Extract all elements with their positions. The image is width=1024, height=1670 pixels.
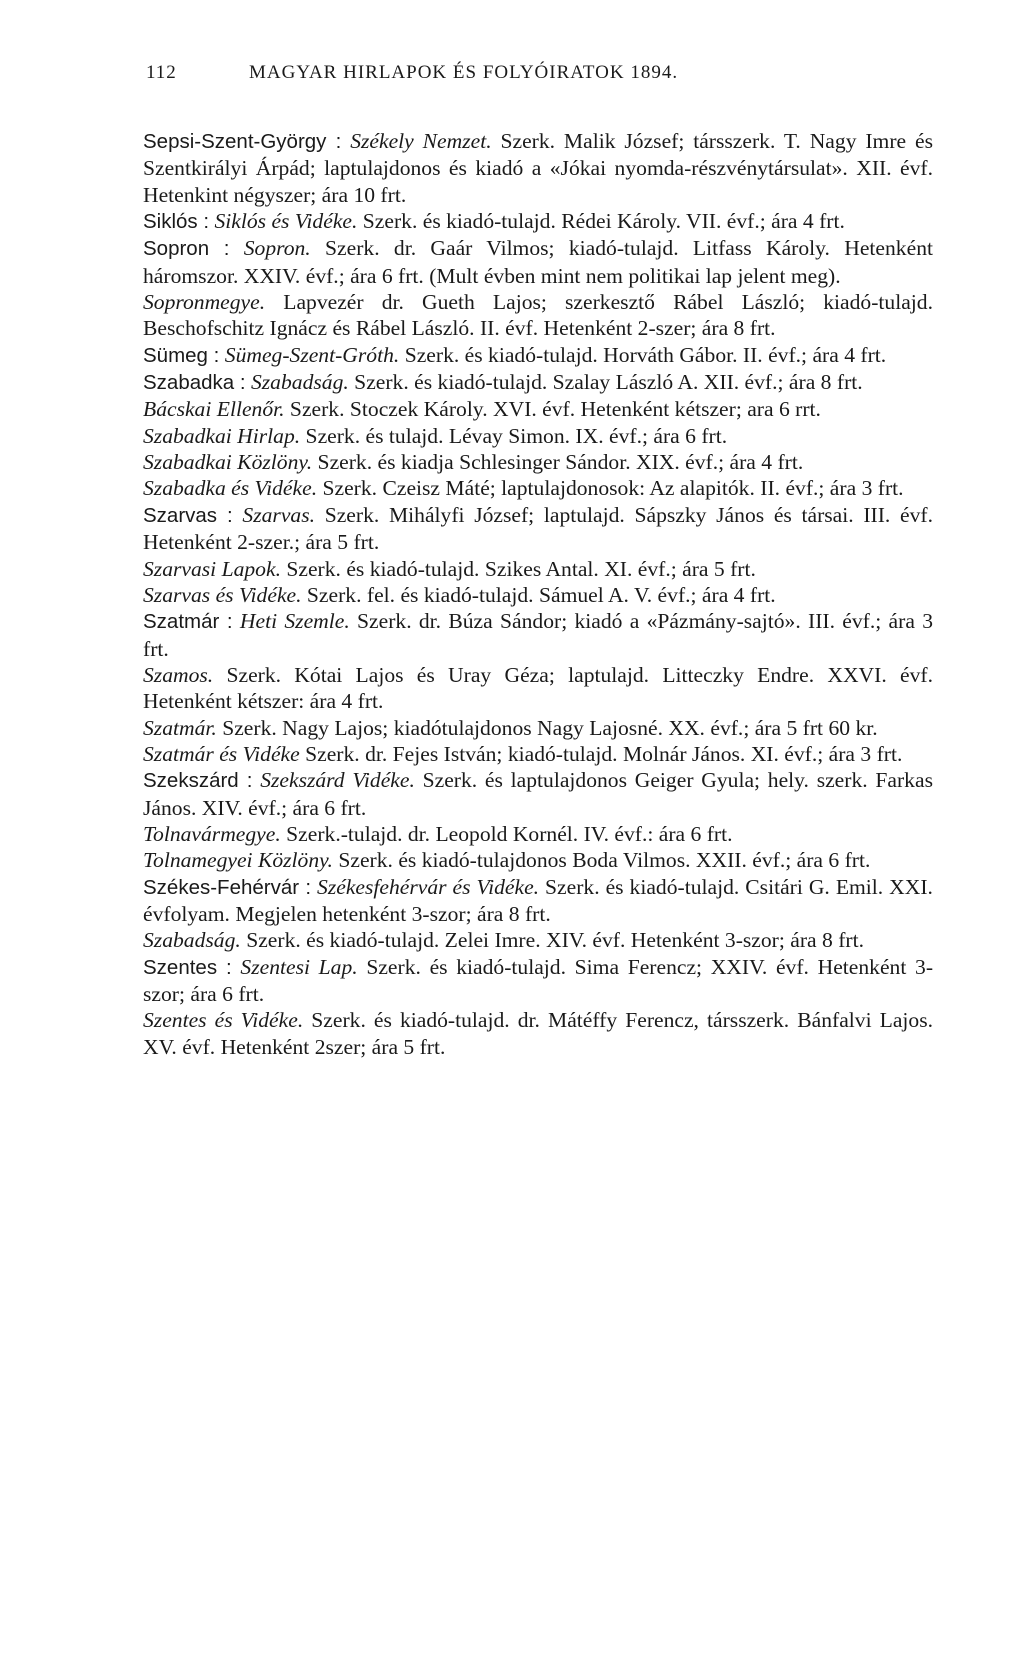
newspaper-title: Szekszárd Vidéke. bbox=[260, 768, 415, 793]
entry-details: Szerk. és kiadó-tulajd. dr. Mátéffy Ferencz, társszerk. Bánfalvi Lajos. XV. évf. Hetenként 2szer; ára 5 frt. bbox=[143, 1008, 934, 1059]
entry-details: Szerk. és kiadó-tulajd. Rédei Károly. VII. évf.; ára 4 frt. bbox=[357, 209, 845, 234]
running-header bbox=[146, 62, 786, 92]
newspaper-title: Bácskai Ellenőr. bbox=[143, 397, 285, 422]
place-name: Szabadka : bbox=[143, 371, 246, 395]
entry-details: Szerk. és tulajd. Lévay Simon. IX. évf.; ára 6 frt. bbox=[300, 423, 728, 448]
directory-entry bbox=[143, 289, 933, 342]
newspaper-title: Szabadkai Közlöny. bbox=[143, 450, 313, 475]
directory-entry bbox=[143, 342, 933, 369]
directory-entry bbox=[143, 608, 933, 662]
place-name: Sepsi-Szent-György : bbox=[143, 130, 342, 153]
newspaper-title: Siklós és Vidéke. bbox=[214, 209, 358, 234]
directory-entry bbox=[143, 662, 933, 715]
newspaper-title: Szatmár. bbox=[143, 715, 217, 740]
directory-entry bbox=[143, 582, 933, 608]
entry-details: Szerk. Mihályfi József; laptulajd. Sápszky János és társai. III. évf. Hetenként 2-szer.; ára 5 frt. bbox=[143, 502, 933, 555]
entry-details: Szerk. Kótai Lajos és Uray Géza; laptulajd. Litteczky Endre. XXVI. évf. Hetenként kétszer: ára 4 frt. bbox=[143, 662, 933, 714]
directory-entry bbox=[143, 369, 933, 396]
place-name: Szentes : bbox=[143, 955, 232, 979]
place-name: Siklós : bbox=[143, 210, 210, 234]
place-name: Sopron : bbox=[143, 237, 230, 261]
newspaper-title: Szentesi Lap. bbox=[240, 954, 358, 979]
entry-details: Lapvezér dr. Gueth Lajos; szerkesztő Rábel László; kiadó-tulajd. Beschofschitz Ignácz és Rábel László. II. évf. Hetenként 2-szer; ára 8 frt. bbox=[143, 290, 933, 341]
newspaper-title: Szarvasi Lapok. bbox=[143, 556, 281, 581]
newspaper-title: Szabadkai Hirlap. bbox=[143, 423, 301, 448]
running-title: MAGYAR HIRLAPOK ÉS FOLYÓIRATOK 1894. bbox=[249, 62, 679, 83]
entry-details: Szerk.-tulajd. dr. Leopold Kornél. IV. évf.: ára 6 frt. bbox=[280, 821, 733, 846]
directory-entry bbox=[143, 715, 933, 741]
page-number: 112 bbox=[146, 62, 177, 83]
newspaper-title: Szentes és Vidéke. bbox=[143, 1008, 304, 1033]
directory-entry bbox=[143, 208, 933, 235]
directory-body bbox=[143, 128, 933, 1060]
newspaper-title: Szarvas és Vidéke. bbox=[143, 582, 302, 607]
entry-details: Szerk. Nagy Lajos; kiadótulajdonos Nagy Lajosné. XX. évf.; ára 5 frt 60 kr. bbox=[216, 715, 878, 740]
newspaper-title: Tolnamegyei Közlöny. bbox=[143, 848, 333, 873]
newspaper-title: Székesfehérvár és Vidéke. bbox=[317, 874, 540, 899]
directory-entry bbox=[143, 396, 933, 422]
entry-details: Szerk. Stoczek Károly. XVI. évf. Hetenként kétszer; ara 6 rrt. bbox=[284, 397, 821, 422]
entry-details: Szerk. dr. Gaár Vilmos; kiadó-tulajd. Litfass Károly. Hetenként háromszor. XXIV. évf.; ára 6 frt. (Mult évben mint nem politikai lap jelent meg). bbox=[143, 236, 933, 288]
entry-details: Szerk. fel. és kiadó-tulajd. Sámuel A. V. évf.; ára 4 frt. bbox=[301, 582, 776, 607]
newspaper-title: Szarvas. bbox=[242, 502, 316, 527]
place-name: Szatmár : bbox=[143, 610, 233, 634]
place-name: Sümeg : bbox=[143, 343, 220, 367]
place-name: Székes-Fehérvár : bbox=[143, 875, 312, 899]
entry-details: Szerk. és kiadja Schlesinger Sándor. XIX. évf.; ára 4 frt. bbox=[312, 450, 804, 475]
place-name: Szarvas : bbox=[143, 503, 233, 527]
entry-details: Szerk. és laptulajdonos Geiger Gyula; hely. szerk. Farkas János. XIV. évf.; ára 6 frt. bbox=[143, 768, 933, 820]
entry-details: Szerk. és kiadó-tulajd. Csitári G. Emil. XXI. évfolyam. Megjelen hetenként 3-szor; ára 8 frt. bbox=[143, 874, 933, 926]
entry-details: Szerk. és kiadó-tulajd. Szikes Antal. XI. évf.; ára 5 frt. bbox=[280, 556, 756, 581]
directory-entry bbox=[143, 475, 933, 501]
directory-entry bbox=[143, 874, 933, 928]
place-name: Szekszárd : bbox=[143, 769, 253, 793]
directory-entry bbox=[143, 423, 933, 449]
directory-entry bbox=[143, 954, 933, 1008]
directory-entry bbox=[143, 235, 933, 289]
directory-entry bbox=[143, 741, 933, 767]
directory-entry bbox=[143, 449, 933, 475]
directory-entry bbox=[143, 821, 933, 847]
newspaper-title: Sopronmegye. bbox=[143, 290, 266, 315]
newspaper-title: Sopron. bbox=[243, 236, 311, 261]
directory-entry bbox=[143, 128, 933, 208]
directory-entry bbox=[143, 1007, 933, 1060]
newspaper-title: Szabadka és Vidéke. bbox=[143, 476, 318, 501]
entry-details: Szerk. és kiadó-tulajd. Szalay László A. XII. évf.; ára 8 frt. bbox=[348, 370, 863, 395]
entry-details: Szerk. és kiadó-tulajd. Sima Ferencz; XXIV. évf. Hetenként 3-szor; ára 6 frt. bbox=[143, 954, 934, 1006]
directory-entry bbox=[143, 847, 933, 873]
entry-details: Szerk. és kiadó-tulajd. Horváth Gábor. II. évf.; ára 4 frt. bbox=[399, 342, 887, 367]
newspaper-title: Szabadság. bbox=[143, 928, 241, 953]
newspaper-title: Szabadság. bbox=[250, 370, 349, 395]
entry-details: Szerk. dr. Búza Sándor; kiadó a «Pázmány-sajtó». III. évf.; ára 3 frt. bbox=[143, 609, 933, 661]
entry-details: Szerk. Czeisz Máté; laptulajdonosok: Az alapitók. II. évf.; ára 3 frt. bbox=[317, 476, 904, 501]
entry-details: Szerk. és kiadó-tulajdonos Boda Vilmos. XXII. évf.; ára 6 frt. bbox=[332, 848, 871, 873]
directory-entry bbox=[143, 927, 933, 953]
newspaper-title: Székely Nemzet. bbox=[350, 129, 492, 153]
newspaper-title: Szamos. bbox=[143, 662, 214, 687]
directory-entry bbox=[143, 767, 933, 821]
directory-entry bbox=[143, 556, 933, 582]
entry-details: Szerk. és kiadó-tulajd. Zelei Imre. XIV. évf. Hetenként 3-szor; ára 8 frt. bbox=[240, 928, 864, 953]
newspaper-title: Tolnavármegye. bbox=[143, 821, 281, 846]
newspaper-title: Szatmár és Vidéke bbox=[143, 741, 300, 766]
entry-details: Szerk. dr. Fejes István; kiadó-tulajd. Molnár János. XI. évf.; ára 3 frt. bbox=[299, 741, 903, 766]
newspaper-title: Sümeg-Szent-Gróth. bbox=[224, 342, 400, 367]
directory-entry bbox=[143, 502, 933, 556]
entry-details: Szerk. Malik József; társszerk. T. Nagy Imre és Szentkirályi Árpád; laptulajdonos és kiadó a «Jókai nyomda-részvénytársulat». XII. évf. Hetenkint négyszer; ára 10 frt. bbox=[143, 129, 933, 207]
newspaper-title: Heti Szemle. bbox=[239, 609, 350, 634]
